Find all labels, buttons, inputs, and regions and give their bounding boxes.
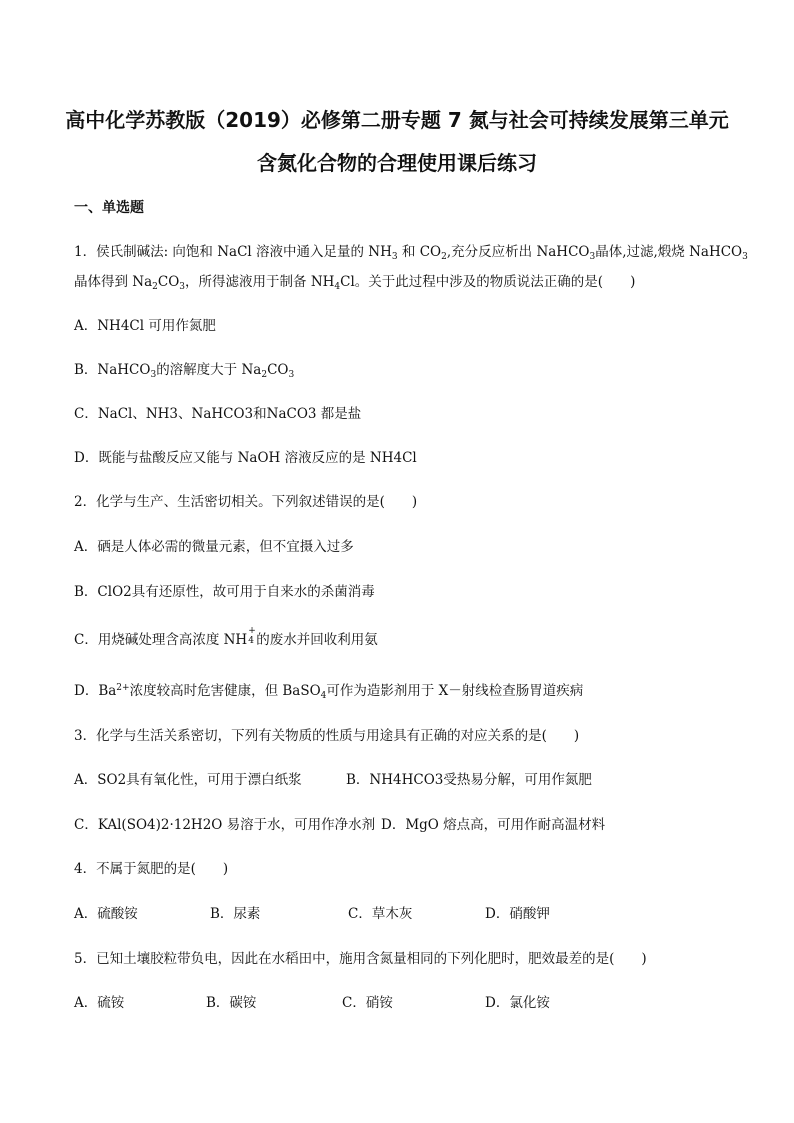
section-heading: 一、单选题 (74, 200, 144, 216)
q2-option-c (74, 628, 378, 648)
q2-d-text: 浓度较高时危害健康，但 BaSO (129, 683, 321, 699)
q2-option-a: A．硒是人体必需的微量元素，但不宜摄入过多 (74, 539, 354, 555)
q2-option-d: D．$Ba^{2+}$浓度较高时危害健康，但 BaSO$_4$可作为造影剂用于 X－射线检查肠胃道疾病 (74, 683, 584, 701)
q2-c-text: 的废水并回收利用氨 (256, 632, 378, 648)
q1-stem-line-2: 晶体得到 $Na_2CO_3$，所得滤液用于制备 $NH_4Cl$。关于此过程中涉及的物质说法正确的是( ) (74, 274, 636, 292)
q1-b-text: B．NaHCO (74, 362, 151, 378)
title-line-1: 高中化学苏教版（2019）必修第二册专题 7 氮与社会可持续发展第三单元 (65, 108, 729, 132)
q1-stem-line-1: 1．侯氏制碱法: 向饱和 NaCl 溶液中通入足量的 $NH_3$ 和 $CO_2$,充分反应析出 NaHCO$_3$晶体,过滤,煅烧 NaHCO$_3$ (74, 244, 748, 262)
q2-d-text: D．Ba (74, 683, 117, 699)
q1-text: 晶体得到 Na (74, 274, 153, 290)
q2-c-text: C．用烧碱处理含高浓度 NH (74, 632, 248, 648)
q5-option-d: D．氯化铵 (485, 995, 550, 1011)
q3-option-b: B．NH4HCO3受热易分解，可用作氮肥 (346, 772, 592, 788)
q5-option-b: B．碳铵 (206, 995, 257, 1011)
q2-d-text: 可作为造影剂用于 X－射线检查肠胃道疾病 (326, 683, 584, 699)
q3-stem: 3．化学与生活关系密切，下列有关物质的性质与用途具有正确的对应关系的是( ) (74, 728, 580, 744)
q1-text: ,充分反应析出 NaHCO (446, 244, 590, 260)
q3-option-a: A．SO2具有氧化性，可用于漂白纸浆 (74, 772, 302, 788)
q1-text: 晶体,过滤,煅烧 NaHCO (595, 244, 743, 260)
title-line-2: 含氮化合物的合理使用课后练习 (257, 151, 537, 175)
q1-option-d: D．既能与盐酸反应又能与 NaOH 溶液反应的是 NH4Cl (74, 450, 417, 466)
q3-option-c: C．KAl(SO4)2·12H2O 易溶于水，可用作净水剂 (74, 817, 376, 833)
q4-option-d: D．硝酸钾 (485, 906, 550, 922)
q1-option-c: C．NaCl、NH3、NaHCO3和NaCO3 都是盐 (74, 406, 362, 422)
ammonium-ion-marks: + 4 (248, 626, 256, 646)
q1-text: ，所得滤液用于制备 NH (185, 274, 335, 290)
q4-option-a: A．硫酸铵 (74, 906, 138, 922)
q1-option-b: B．NaHCO$_3$的溶解度大于 $Na_2CO_3$ (74, 362, 295, 380)
q1-text: CO (157, 274, 180, 290)
q1-text: 和 CO (397, 244, 442, 260)
q1-b-text: 的溶解度大于 Na (156, 362, 262, 378)
q4-option-b: B．尿素 (210, 906, 261, 922)
q2-stem: 2．化学与生产、生活密切相关。下列叙述错误的是( ) (74, 494, 418, 510)
q5-option-a: A．硫铵 (74, 995, 125, 1011)
q1-option-a: A．NH4Cl 可用作氮肥 (74, 318, 216, 334)
q2-option-b: B．ClO2具有还原性，故可用于自来水的杀菌消毒 (74, 584, 375, 600)
q5-option-c: C．硝铵 (342, 995, 393, 1011)
q1-text: 1．侯氏制碱法: 向饱和 NaCl 溶液中通入足量的 NH (74, 244, 392, 260)
q4-option-c: C．草木灰 (348, 906, 413, 922)
q3-option-d: D．MgO 熔点高，可用作耐高温材料 (381, 817, 606, 833)
q1-text: Cl。关于此过程中涉及的物质说法正确的是( ) (340, 274, 636, 290)
q1-b-text: CO (267, 362, 289, 378)
q5-stem: 5．已知土壤胶粒带负电，因此在水稻田中，施用含氮量相同的下列化肥时，肥效最差的是( ) (74, 951, 647, 967)
q4-stem: 4．不属于氮肥的是( ) (74, 861, 229, 877)
